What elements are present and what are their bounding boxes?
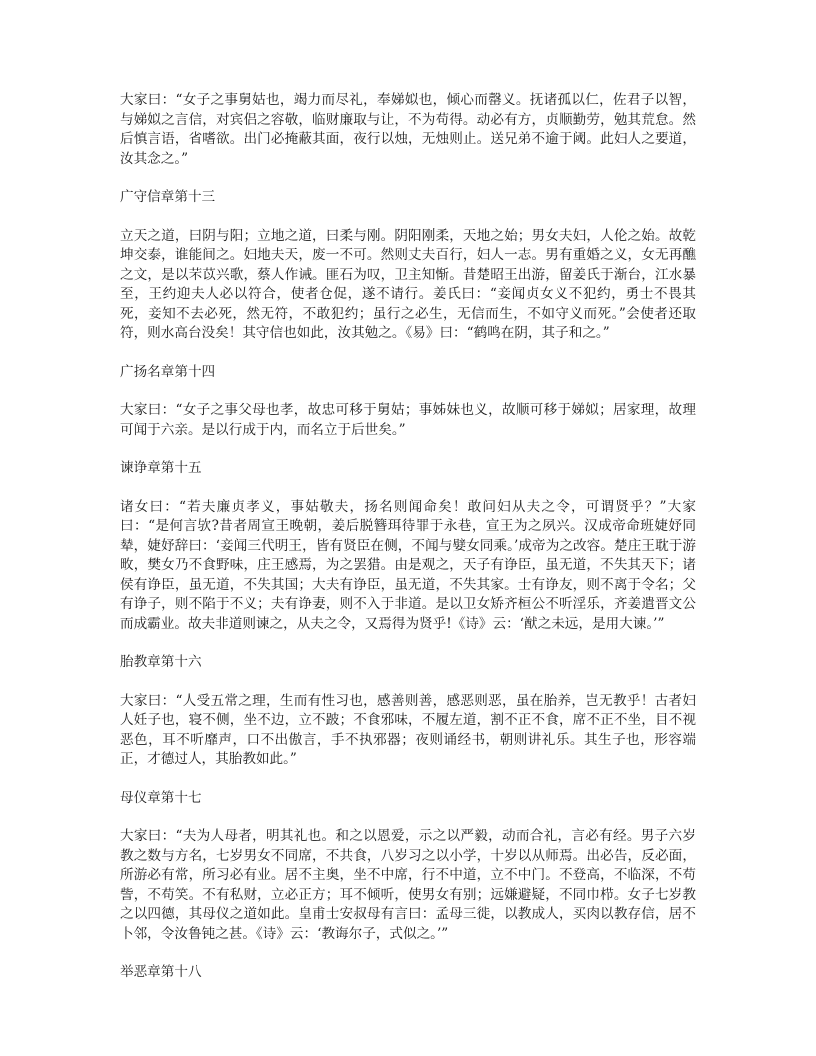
paragraph-17: 大家曰：“夫为人母者，明其礼也。和之以恩爱，示之以严毅，动而合礼，言必有经。男子六岁教之数与方名，七岁男女不同席，不共食，八岁习之以小学，十岁以从师焉。出必告，反必面，所游必有常，所习必有业。居不主奥，坐不中席，行不中道，立不中门。不登高，不临深，不苟訾，不苟笑。不有私财，立必正方；耳不倾听，使男女有别；远嫌避疑，不同巾栉。女子七岁教之以四德，其母仪之道如此。皇甫士安叔母有言曰：孟母三徙，以教成人，买肉以教存信，居不卜邻，令汝鲁钝之甚。《诗》云：‘教诲尔子，式似之。’”	[120, 828, 696, 942]
chapter-heading-17: 母仪章第十七	[120, 789, 202, 806]
chapter-heading-16: 胎教章第十六	[120, 654, 202, 670]
section-14	[120, 363, 696, 441]
section-17	[120, 789, 696, 945]
paragraph-16: 大家曰：“人受五常之理，生而有性习也，感善则善，感恶则恶，虽在胎养，岂无教乎！古者妇人妊子也，寝不侧，坐不边，立不跛；不食邪味，不履左道，割不正不食，席不正不坐，目不视恶色，耳不听靡声，口不出傲言，手不执邪器；夜则诵经书，朝则讲礼乐。其生子也，形容端正，才德过人，其胎教如此。”	[120, 692, 696, 767]
section-intro	[120, 91, 696, 169]
section-18	[120, 963, 696, 983]
chapter-heading-18: 举恶章第十八	[120, 964, 202, 980]
section-16	[120, 653, 696, 770]
chapter-heading-13: 广守信章第十三	[120, 189, 216, 205]
section-13	[120, 188, 696, 344]
paragraph-15: 诸女曰：“若夫廉贞孝义，事姑敬夫，扬名则闻命矣！敢问妇从夫之令，可谓贤乎？”大家曰：“是何言欤?昔者周宣王晚朝，姜后脱簪珥待罪于永巷，宣王为之夙兴。汉成帝命班婕妤同辇，婕妤辞曰：‘妾闻三代明王，皆有贤臣在侧，不闻与嬖女同乘。’成帝为之改容。楚庄王耽于游畋，樊女乃不食野味，庄王感焉，为之罢猎。由是观之，天子有诤臣，虽无道，不失其天下；诸侯有诤臣，虽无道，不失其国；大夫有诤臣，虽无道，不失其家。士有诤友，则不离于令名；父有诤子，则不陷于不义；夫有诤妻，则不入于非道。是以卫女矫齐桓公不听淫乐，齐姜遣晋文公而成霸业。故夫非道则谏之，从夫之令，又焉得为贤乎!《诗》云：‘猷之未远，是用大谏。’”	[120, 498, 696, 632]
section-15	[120, 459, 696, 634]
paragraph-14: 大家曰：“女子之事父母也孝，故忠可移于舅姑；事姊妹也义，故顺可移于娣姒；居家理，故理可闻于六亲。是以行成于内，而名立于后世矣。”	[120, 402, 696, 438]
chapter-heading-15: 谏诤章第十五	[120, 460, 202, 476]
paragraph-13: 立天之道，曰阴与阳；立地之道，曰柔与刚。阴阳刚柔，天地之始；男女夫妇，人伦之始。故乾坤交泰，谁能间之。妇地夫天，废一不可。然则丈夫百行，妇人一志。男有重婚之义，女无再醮之文，是以芣苡兴歌，蔡人作诫。匪石为叹，卫主知惭。昔楚昭王出游，留姜氏于渐台，江水暴至，王约迎夫人必以符合，使者仓促，遂不请行。姜氏曰：“妾闻贞女义不犯约，勇士不畏其死，妾知不去必死，然无符，不敢犯约；虽行之必生，无信而生，不如守义而死。”会使者还取符，则水高台没矣！其守信也如此，汝其勉之。《易》曰：“鹤鸣在阴，其子和之。”	[120, 227, 696, 341]
chapter-heading-14: 广扬名章第十四	[120, 363, 216, 380]
paragraph-intro: 大家曰：“女子之事舅姑也，竭力而尽礼，奉娣姒也，倾心而罄义。抚诸孤以仁，佐君子以智，与娣姒之言信，对宾侣之容敬，临财廉取与让，不为苟得。动必有方，贞顺勤劳，勉其荒怠。然后慎言语，省嗜欲。出门必掩蔽其面，夜行以烛，无烛则止。送兄弟不逾于阈。此妇人之要道，汝其念之。”	[120, 92, 696, 167]
document-page	[120, 91, 696, 1002]
